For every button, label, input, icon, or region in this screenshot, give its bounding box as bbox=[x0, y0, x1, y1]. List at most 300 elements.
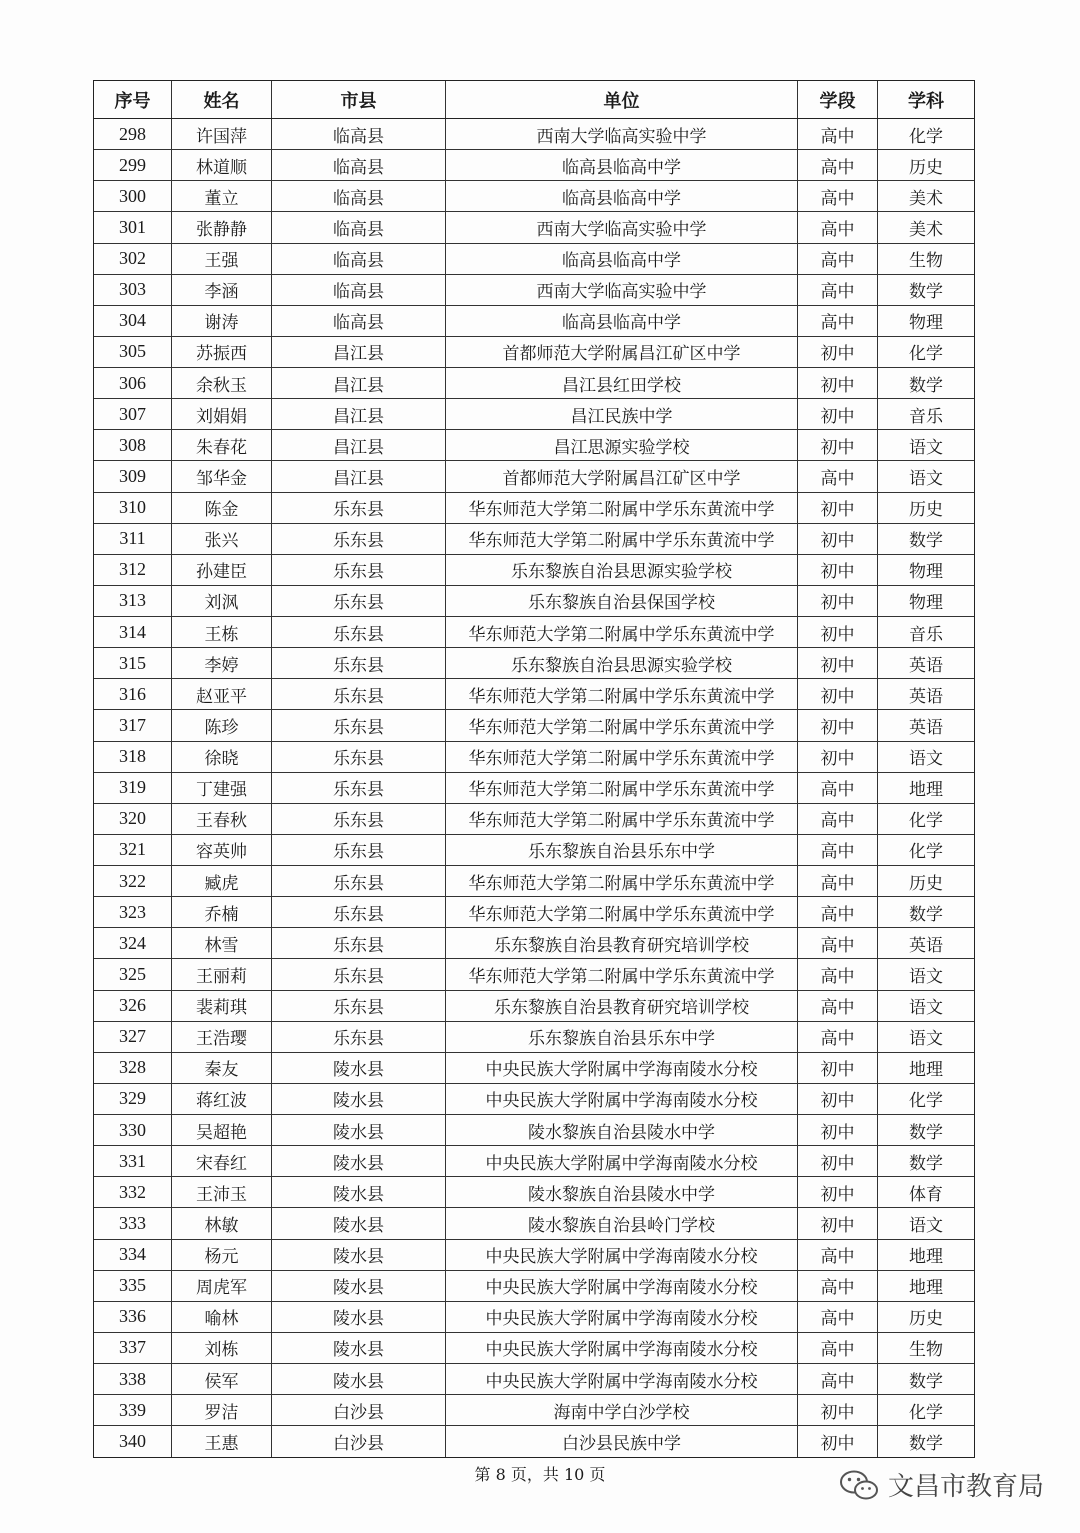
wechat-icon bbox=[838, 1468, 880, 1502]
cell-subject: 语文 bbox=[909, 998, 943, 1019]
cell-unit: 华东师范大学第二附属中学乐东黄流中学 bbox=[446, 897, 798, 927]
table-row bbox=[94, 555, 974, 586]
cell-unit: 乐东黎族自治县乐东中学 bbox=[446, 1022, 798, 1052]
cell-unit: 昌江县红田学校 bbox=[446, 368, 798, 398]
cell-index: 340 bbox=[94, 1426, 172, 1457]
cell-stage: 初中 bbox=[798, 1177, 878, 1207]
watermark-text: 文昌市教育局 bbox=[887, 1472, 1044, 1502]
cell-subject: 化学 bbox=[909, 344, 943, 365]
cell-stage: 初中 bbox=[798, 368, 878, 398]
table-row bbox=[94, 1208, 974, 1239]
cell-name: 刘栋 bbox=[172, 1333, 272, 1363]
cell-subject: 体育 bbox=[909, 1184, 943, 1205]
cell-name: 林敏 bbox=[172, 1208, 272, 1238]
cell-county: 白沙县 bbox=[272, 1426, 446, 1457]
cell-county: 乐东县 bbox=[272, 524, 446, 554]
cell-index: 305 bbox=[94, 337, 172, 367]
cell-unit: 华东师范大学第二附属中学乐东黄流中学 bbox=[446, 524, 798, 554]
cell-index: 319 bbox=[94, 773, 172, 803]
cell-county: 陵水县 bbox=[272, 1364, 446, 1394]
cell-subject: 物理 bbox=[909, 593, 943, 614]
cell-unit: 中央民族大学附属中学海南陵水分校 bbox=[446, 1053, 798, 1083]
cell-unit: 乐东黎族自治县教育研究培训学校 bbox=[446, 991, 798, 1021]
cell-name: 张静静 bbox=[172, 212, 272, 242]
cell-unit: 白沙县民族中学 bbox=[446, 1426, 798, 1457]
cell-county: 乐东县 bbox=[272, 991, 446, 1021]
cell-index: 312 bbox=[94, 555, 172, 585]
cell-index: 320 bbox=[94, 804, 172, 834]
cell-index: 318 bbox=[94, 742, 172, 772]
cell-name: 徐晓 bbox=[172, 742, 272, 772]
cell-name: 喻林 bbox=[172, 1302, 272, 1332]
cell-stage: 高中 bbox=[798, 804, 878, 834]
cell-subject: 语文 bbox=[909, 1029, 943, 1050]
cell-county: 乐东县 bbox=[272, 586, 446, 616]
cell-county: 乐东县 bbox=[272, 897, 446, 927]
cell-stage: 高中 bbox=[798, 1240, 878, 1270]
table-row bbox=[94, 1333, 974, 1364]
cell-name: 李涵 bbox=[172, 275, 272, 305]
cell-stage: 高中 bbox=[798, 119, 878, 149]
cell-stage: 高中 bbox=[798, 835, 878, 865]
cell-county: 陵水县 bbox=[272, 1053, 446, 1083]
cell-subject: 美术 bbox=[909, 219, 943, 240]
cell-county: 临高县 bbox=[272, 244, 446, 274]
table-row bbox=[94, 897, 974, 928]
table-row bbox=[94, 866, 974, 897]
cell-subject: 英语 bbox=[909, 717, 943, 738]
cell-index: 332 bbox=[94, 1177, 172, 1207]
header-index: 序号 bbox=[94, 81, 172, 118]
cell-unit: 乐东黎族自治县思源实验学校 bbox=[446, 555, 798, 585]
cell-index: 325 bbox=[94, 959, 172, 989]
table-row bbox=[94, 928, 974, 959]
cell-county: 陵水县 bbox=[272, 1271, 446, 1301]
cell-stage: 高中 bbox=[798, 1022, 878, 1052]
cell-name: 邹华金 bbox=[172, 461, 272, 491]
cell-stage: 初中 bbox=[798, 1084, 878, 1114]
cell-index: 323 bbox=[94, 897, 172, 927]
cell-subject: 数学 bbox=[909, 531, 943, 552]
cell-index: 315 bbox=[94, 648, 172, 678]
cell-stage: 初中 bbox=[798, 399, 878, 429]
cell-county: 陵水县 bbox=[272, 1240, 446, 1270]
cell-index: 317 bbox=[94, 710, 172, 740]
cell-name: 刘娟娟 bbox=[172, 399, 272, 429]
cell-index: 307 bbox=[94, 399, 172, 429]
cell-subject: 历史 bbox=[909, 873, 943, 894]
cell-index: 306 bbox=[94, 368, 172, 398]
cell-subject: 语文 bbox=[909, 437, 943, 458]
cell-subject: 数学 bbox=[909, 1371, 943, 1392]
cell-stage: 高中 bbox=[798, 866, 878, 896]
cell-unit: 乐东黎族自治县思源实验学校 bbox=[446, 648, 798, 678]
cell-name: 赵亚平 bbox=[172, 679, 272, 709]
table-row bbox=[94, 835, 974, 866]
cell-county: 陵水县 bbox=[272, 1333, 446, 1363]
header-name: 姓名 bbox=[172, 81, 272, 118]
cell-stage: 高中 bbox=[798, 461, 878, 491]
cell-stage: 初中 bbox=[798, 337, 878, 367]
cell-stage: 高中 bbox=[798, 1364, 878, 1394]
cell-name: 张兴 bbox=[172, 524, 272, 554]
cell-county: 乐东县 bbox=[272, 679, 446, 709]
cell-county: 白沙县 bbox=[272, 1395, 446, 1425]
cell-stage: 高中 bbox=[798, 897, 878, 927]
cell-subject: 历史 bbox=[909, 500, 943, 521]
cell-stage: 高中 bbox=[798, 150, 878, 180]
cell-county: 乐东县 bbox=[272, 493, 446, 523]
table-row bbox=[94, 119, 974, 150]
table-row bbox=[94, 1364, 974, 1395]
table-row bbox=[94, 1240, 974, 1271]
cell-unit: 乐东黎族自治县保国学校 bbox=[446, 586, 798, 616]
cell-name: 王惠 bbox=[172, 1426, 272, 1457]
cell-name: 臧虎 bbox=[172, 866, 272, 896]
cell-unit: 临高县临高中学 bbox=[446, 244, 798, 274]
cell-index: 299 bbox=[94, 150, 172, 180]
cell-unit: 临高县临高中学 bbox=[446, 150, 798, 180]
cell-county: 陵水县 bbox=[272, 1177, 446, 1207]
header-unit: 单位 bbox=[446, 81, 798, 118]
cell-index: 316 bbox=[94, 679, 172, 709]
cell-name: 侯军 bbox=[172, 1364, 272, 1394]
cell-county: 昌江县 bbox=[272, 430, 446, 460]
table-row bbox=[94, 275, 974, 306]
cell-county: 临高县 bbox=[272, 212, 446, 242]
cell-unit: 华东师范大学第二附属中学乐东黄流中学 bbox=[446, 773, 798, 803]
cell-name: 陈金 bbox=[172, 493, 272, 523]
cell-subject: 语文 bbox=[909, 1215, 943, 1236]
cell-unit: 西南大学临高实验中学 bbox=[446, 275, 798, 305]
table-row bbox=[94, 710, 974, 741]
table-row bbox=[94, 959, 974, 990]
table-row bbox=[94, 212, 974, 243]
cell-county: 乐东县 bbox=[272, 804, 446, 834]
cell-stage: 初中 bbox=[798, 648, 878, 678]
cell-stage: 高中 bbox=[798, 991, 878, 1021]
cell-name: 董立 bbox=[172, 181, 272, 211]
cell-subject: 数学 bbox=[909, 1153, 943, 1174]
table-row bbox=[94, 586, 974, 617]
page-number: 第 8 页，共 10 页 bbox=[474, 1465, 606, 1484]
table-row bbox=[94, 1302, 974, 1333]
cell-subject: 数学 bbox=[909, 904, 943, 925]
cell-county: 陵水县 bbox=[272, 1084, 446, 1114]
cell-name: 孙建臣 bbox=[172, 555, 272, 585]
cell-index: 336 bbox=[94, 1302, 172, 1332]
cell-unit: 华东师范大学第二附属中学乐东黄流中学 bbox=[446, 710, 798, 740]
cell-name: 裴莉琪 bbox=[172, 991, 272, 1021]
table-row bbox=[94, 1426, 974, 1457]
cell-index: 300 bbox=[94, 181, 172, 211]
cell-subject: 音乐 bbox=[909, 624, 943, 645]
cell-stage: 初中 bbox=[798, 586, 878, 616]
cell-subject: 生物 bbox=[909, 251, 943, 272]
cell-county: 临高县 bbox=[272, 275, 446, 305]
table-row bbox=[94, 1084, 974, 1115]
table-row bbox=[94, 648, 974, 679]
table-row bbox=[94, 181, 974, 212]
cell-county: 乐东县 bbox=[272, 1022, 446, 1052]
cell-stage: 高中 bbox=[798, 244, 878, 274]
cell-name: 陈珍 bbox=[172, 710, 272, 740]
cell-name: 容英帅 bbox=[172, 835, 272, 865]
header-subject: 学科 bbox=[908, 90, 944, 112]
cell-index: 310 bbox=[94, 493, 172, 523]
cell-subject: 历史 bbox=[909, 1309, 943, 1330]
cell-index: 308 bbox=[94, 430, 172, 460]
cell-subject: 化学 bbox=[909, 1091, 943, 1112]
cell-unit: 中央民族大学附属中学海南陵水分校 bbox=[446, 1271, 798, 1301]
cell-county: 乐东县 bbox=[272, 959, 446, 989]
cell-name: 朱春花 bbox=[172, 430, 272, 460]
cell-unit: 华东师范大学第二附属中学乐东黄流中学 bbox=[446, 493, 798, 523]
cell-unit: 中央民族大学附属中学海南陵水分校 bbox=[446, 1333, 798, 1363]
cell-index: 326 bbox=[94, 991, 172, 1021]
cell-name: 罗洁 bbox=[172, 1395, 272, 1425]
cell-county: 乐东县 bbox=[272, 617, 446, 647]
cell-stage: 高中 bbox=[798, 959, 878, 989]
cell-index: 309 bbox=[94, 461, 172, 491]
table-row bbox=[94, 1271, 974, 1302]
cell-index: 329 bbox=[94, 1084, 172, 1114]
cell-stage: 初中 bbox=[798, 710, 878, 740]
cell-unit: 首都师范大学附属昌江矿区中学 bbox=[446, 461, 798, 491]
cell-unit: 首都师范大学附属昌江矿区中学 bbox=[446, 337, 798, 367]
header-stage: 学段 bbox=[798, 81, 878, 118]
teacher-list-table bbox=[93, 80, 975, 1458]
table-row bbox=[94, 1053, 974, 1084]
table-row bbox=[94, 399, 974, 430]
cell-unit: 西南大学临高实验中学 bbox=[446, 119, 798, 149]
cell-name: 王浩璎 bbox=[172, 1022, 272, 1052]
cell-county: 乐东县 bbox=[272, 742, 446, 772]
cell-subject: 地理 bbox=[909, 1278, 943, 1299]
cell-unit: 中央民族大学附属中学海南陵水分校 bbox=[446, 1084, 798, 1114]
table-body bbox=[94, 119, 974, 1457]
table-row bbox=[94, 1146, 974, 1177]
cell-unit: 华东师范大学第二附属中学乐东黄流中学 bbox=[446, 804, 798, 834]
cell-stage: 初中 bbox=[798, 1115, 878, 1145]
table-row bbox=[94, 150, 974, 181]
cell-subject: 化学 bbox=[909, 1402, 943, 1423]
cell-name: 谢涛 bbox=[172, 306, 272, 336]
cell-county: 乐东县 bbox=[272, 928, 446, 958]
cell-county: 陵水县 bbox=[272, 1115, 446, 1145]
cell-county: 昌江县 bbox=[272, 337, 446, 367]
table-row bbox=[94, 1177, 974, 1208]
cell-county: 临高县 bbox=[272, 150, 446, 180]
cell-stage: 初中 bbox=[798, 617, 878, 647]
cell-index: 303 bbox=[94, 275, 172, 305]
cell-county: 临高县 bbox=[272, 181, 446, 211]
table-row bbox=[94, 773, 974, 804]
cell-subject: 化学 bbox=[909, 842, 943, 863]
cell-subject: 数学 bbox=[909, 1122, 943, 1143]
cell-index: 339 bbox=[94, 1395, 172, 1425]
cell-subject: 语文 bbox=[909, 749, 943, 770]
table-row bbox=[94, 1395, 974, 1426]
cell-subject: 物理 bbox=[909, 562, 943, 583]
cell-name: 杨元 bbox=[172, 1240, 272, 1270]
table-row bbox=[94, 804, 974, 835]
cell-name: 乔楠 bbox=[172, 897, 272, 927]
cell-index: 311 bbox=[94, 524, 172, 554]
cell-unit: 华东师范大学第二附属中学乐东黄流中学 bbox=[446, 959, 798, 989]
table-row bbox=[94, 742, 974, 773]
cell-index: 314 bbox=[94, 617, 172, 647]
cell-county: 陵水县 bbox=[272, 1302, 446, 1332]
cell-index: 304 bbox=[94, 306, 172, 336]
cell-stage: 初中 bbox=[798, 524, 878, 554]
table-row bbox=[94, 524, 974, 555]
cell-name: 林雪 bbox=[172, 928, 272, 958]
cell-subject: 地理 bbox=[909, 780, 943, 801]
cell-subject: 数学 bbox=[909, 1434, 943, 1455]
cell-stage: 初中 bbox=[798, 742, 878, 772]
cell-subject: 美术 bbox=[909, 188, 943, 209]
cell-index: 322 bbox=[94, 866, 172, 896]
cell-unit: 华东师范大学第二附属中学乐东黄流中学 bbox=[446, 617, 798, 647]
cell-index: 313 bbox=[94, 586, 172, 616]
cell-subject: 语文 bbox=[909, 468, 943, 489]
cell-stage: 高中 bbox=[798, 1333, 878, 1363]
cell-unit: 中央民族大学附属中学海南陵水分校 bbox=[446, 1302, 798, 1332]
cell-stage: 高中 bbox=[798, 306, 878, 336]
cell-county: 乐东县 bbox=[272, 773, 446, 803]
table-row bbox=[94, 461, 974, 492]
cell-unit: 华东师范大学第二附属中学乐东黄流中学 bbox=[446, 742, 798, 772]
cell-index: 298 bbox=[94, 119, 172, 149]
cell-subject: 物理 bbox=[909, 313, 943, 334]
cell-stage: 高中 bbox=[798, 275, 878, 305]
table-row bbox=[94, 337, 974, 368]
cell-unit: 乐东黎族自治县教育研究培训学校 bbox=[446, 928, 798, 958]
table-row bbox=[94, 493, 974, 524]
cell-subject: 化学 bbox=[909, 811, 943, 832]
cell-stage: 初中 bbox=[798, 1426, 878, 1457]
cell-unit: 临高县临高中学 bbox=[446, 181, 798, 211]
cell-name: 周虎军 bbox=[172, 1271, 272, 1301]
watermark bbox=[838, 1466, 1044, 1503]
cell-stage: 高中 bbox=[798, 1271, 878, 1301]
cell-index: 302 bbox=[94, 244, 172, 274]
cell-unit: 昌江思源实验学校 bbox=[446, 430, 798, 460]
cell-subject: 地理 bbox=[909, 1247, 943, 1268]
cell-name: 吴超艳 bbox=[172, 1115, 272, 1145]
cell-unit: 中央民族大学附属中学海南陵水分校 bbox=[446, 1146, 798, 1176]
cell-unit: 华东师范大学第二附属中学乐东黄流中学 bbox=[446, 866, 798, 896]
cell-stage: 高中 bbox=[798, 1302, 878, 1332]
table-row bbox=[94, 991, 974, 1022]
cell-unit: 海南中学白沙学校 bbox=[446, 1395, 798, 1425]
cell-name: 苏振西 bbox=[172, 337, 272, 367]
cell-subject: 语文 bbox=[909, 966, 943, 987]
cell-subject: 音乐 bbox=[909, 406, 943, 427]
cell-unit: 乐东黎族自治县乐东中学 bbox=[446, 835, 798, 865]
cell-unit: 昌江民族中学 bbox=[446, 399, 798, 429]
cell-county: 临高县 bbox=[272, 119, 446, 149]
cell-name: 宋春红 bbox=[172, 1146, 272, 1176]
table-row bbox=[94, 1022, 974, 1053]
table-row bbox=[94, 1115, 974, 1146]
cell-index: 327 bbox=[94, 1022, 172, 1052]
cell-index: 333 bbox=[94, 1208, 172, 1238]
cell-stage: 初中 bbox=[798, 1395, 878, 1425]
cell-subject: 数学 bbox=[909, 375, 943, 396]
cell-county: 临高县 bbox=[272, 306, 446, 336]
cell-county: 昌江县 bbox=[272, 461, 446, 491]
cell-name: 余秋玉 bbox=[172, 368, 272, 398]
cell-unit: 中央民族大学附属中学海南陵水分校 bbox=[446, 1364, 798, 1394]
cell-name: 王春秋 bbox=[172, 804, 272, 834]
cell-index: 338 bbox=[94, 1364, 172, 1394]
cell-unit: 临高县临高中学 bbox=[446, 306, 798, 336]
cell-county: 昌江县 bbox=[272, 399, 446, 429]
table-row bbox=[94, 368, 974, 399]
cell-subject: 生物 bbox=[909, 1340, 943, 1361]
cell-stage: 高中 bbox=[798, 212, 878, 242]
cell-name: 王栋 bbox=[172, 617, 272, 647]
cell-name: 丁建强 bbox=[172, 773, 272, 803]
cell-unit: 陵水黎族自治县岭门学校 bbox=[446, 1208, 798, 1238]
cell-name: 王强 bbox=[172, 244, 272, 274]
cell-stage: 高中 bbox=[798, 181, 878, 211]
cell-stage: 初中 bbox=[798, 555, 878, 585]
cell-county: 乐东县 bbox=[272, 710, 446, 740]
cell-county: 乐东县 bbox=[272, 555, 446, 585]
cell-stage: 初中 bbox=[798, 1146, 878, 1176]
table-row bbox=[94, 244, 974, 275]
cell-county: 昌江县 bbox=[272, 368, 446, 398]
cell-subject: 英语 bbox=[909, 686, 943, 707]
cell-name: 王丽莉 bbox=[172, 959, 272, 989]
cell-index: 324 bbox=[94, 928, 172, 958]
table-row bbox=[94, 430, 974, 461]
cell-index: 330 bbox=[94, 1115, 172, 1145]
table-row bbox=[94, 617, 974, 648]
cell-unit: 西南大学临高实验中学 bbox=[446, 212, 798, 242]
table-row bbox=[94, 679, 974, 710]
cell-county: 陵水县 bbox=[272, 1146, 446, 1176]
cell-stage: 初中 bbox=[798, 1053, 878, 1083]
cell-index: 337 bbox=[94, 1333, 172, 1363]
cell-name: 刘沨 bbox=[172, 586, 272, 616]
cell-unit: 陵水黎族自治县陵水中学 bbox=[446, 1115, 798, 1145]
cell-subject: 地理 bbox=[909, 1060, 943, 1081]
cell-name: 李婷 bbox=[172, 648, 272, 678]
cell-stage: 初中 bbox=[798, 493, 878, 523]
table-row bbox=[94, 306, 974, 337]
cell-index: 335 bbox=[94, 1271, 172, 1301]
cell-stage: 高中 bbox=[798, 928, 878, 958]
cell-index: 321 bbox=[94, 835, 172, 865]
cell-county: 乐东县 bbox=[272, 835, 446, 865]
cell-stage: 初中 bbox=[798, 430, 878, 460]
cell-subject: 化学 bbox=[909, 126, 943, 147]
cell-county: 乐东县 bbox=[272, 866, 446, 896]
cell-name: 秦友 bbox=[172, 1053, 272, 1083]
cell-stage: 初中 bbox=[798, 679, 878, 709]
cell-name: 许国萍 bbox=[172, 119, 272, 149]
cell-subject: 历史 bbox=[909, 157, 943, 178]
header-county: 市县 bbox=[272, 81, 446, 118]
cell-county: 陵水县 bbox=[272, 1208, 446, 1238]
cell-index: 334 bbox=[94, 1240, 172, 1270]
cell-unit: 陵水黎族自治县陵水中学 bbox=[446, 1177, 798, 1207]
cell-stage: 初中 bbox=[798, 1208, 878, 1238]
